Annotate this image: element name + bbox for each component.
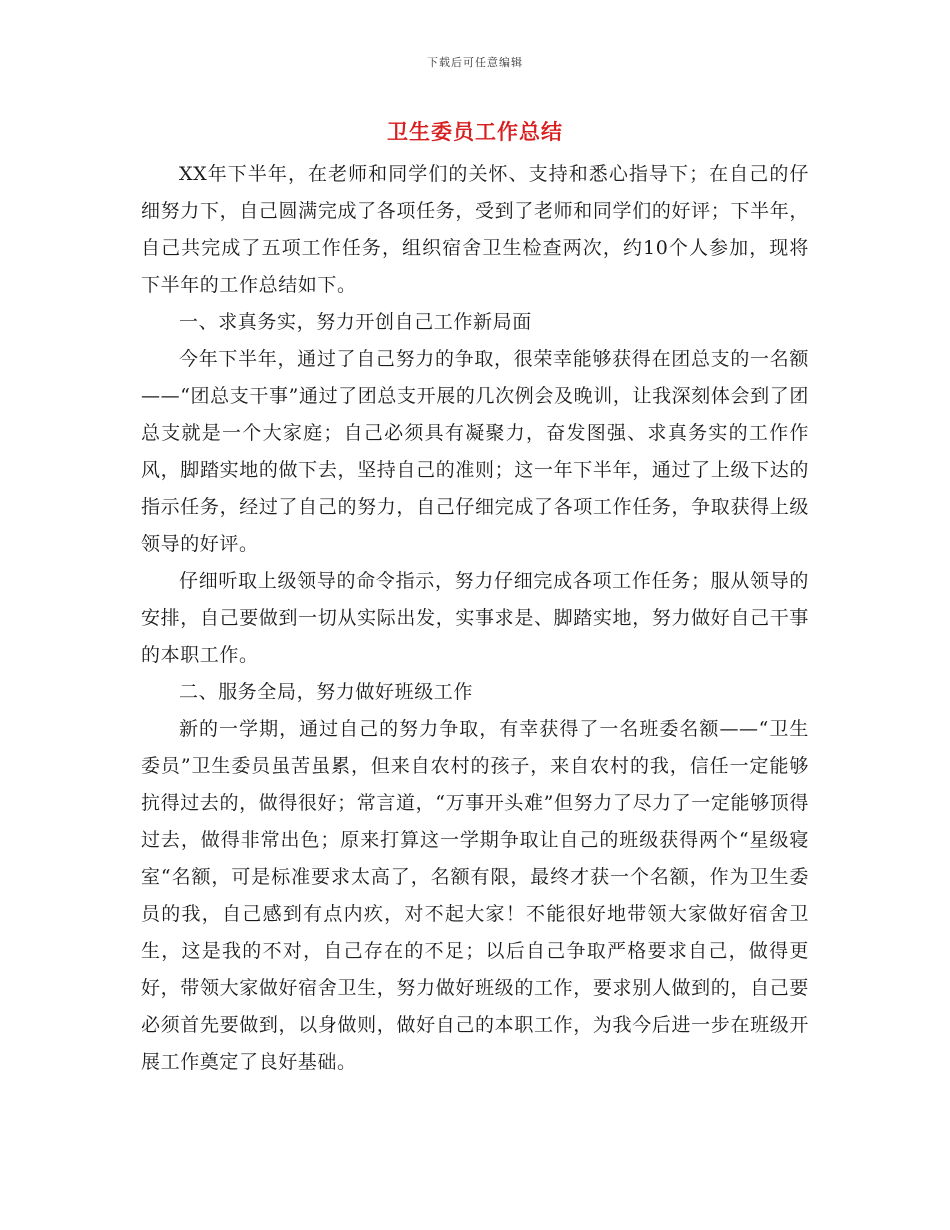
- paragraph-intro: XX年下半年，在老师和同学们的关怀、支持和悉心指导下；在自己的仔细努力下，自己圆满完成了各项任务，受到了老师和同学们的好评；下半年，自己共完成了五项工作任务，组织宿舍卫生检查两次，约10个人参加，现将下半年的工作总结如下。: [141, 163, 809, 296]
- section-heading-2: 二、服务全局，努力做好班级工作: [179, 681, 474, 703]
- document-body: [141, 156, 809, 1081]
- header-note: 下载后可任意编辑: [427, 56, 523, 69]
- paragraph-section2: 新的一学期，通过自己的努力争取，有幸获得了一名班委名额——“卫生委员”卫生委员虽苦虽累，但来自农村的孩子，来自农村的我，信任一定能够抗得过去的，做得很好；常言道，“万事开头难”但努力了尽力了一定能够顶得过去，做得非常出色；原来打算这一学期争取让自己的班级获得两个“星级寝室“名额，可是标准要求太高了，名额有限，最终才获一个名额，作为卫生委员的我，自己感到有点内疚，对不起大家！不能很好地带领大家做好宿舍卫生，这是我的不对，自己存在的不足；以后自己争取严格要求自己，做得更好，带领大家做好宿舍卫生，努力做好班级的工作，要求别人做到的，自己要必须首先要做到，以身做则，做好自己的本职工作，为我今后进一步在班级开展工作奠定了良好基础。: [141, 718, 809, 1073]
- paragraph-section1-b: 仔细听取上级领导的命令指示，努力仔细完成各项工作任务；服从领导的安排，自己要做到一切从实际出发，实事求是、脚踏实地，努力做好自己干事的本职工作。: [141, 570, 809, 666]
- document-title: 卫生委员工作总结: [387, 120, 563, 144]
- paragraph-section1-a: 今年下半年，通过了自己努力的争取，很荣幸能够获得在团总支的一名额——“团总支干事”通过了团总支开展的几次例会及晚训，让我深刻体会到了团总支就是一个大家庭；自己必须具有凝聚力，奋发图强、求真务实的工作作风，脚踏实地的做下去，坚持自己的准则；这一年下半年，通过了上级下达的指示任务，经过了自己的努力，自己仔细完成了各项工作任务，争取获得上级领导的好评。: [141, 348, 809, 555]
- section-heading-1: 一、求真务实，努力开创自己工作新局面: [179, 311, 532, 333]
